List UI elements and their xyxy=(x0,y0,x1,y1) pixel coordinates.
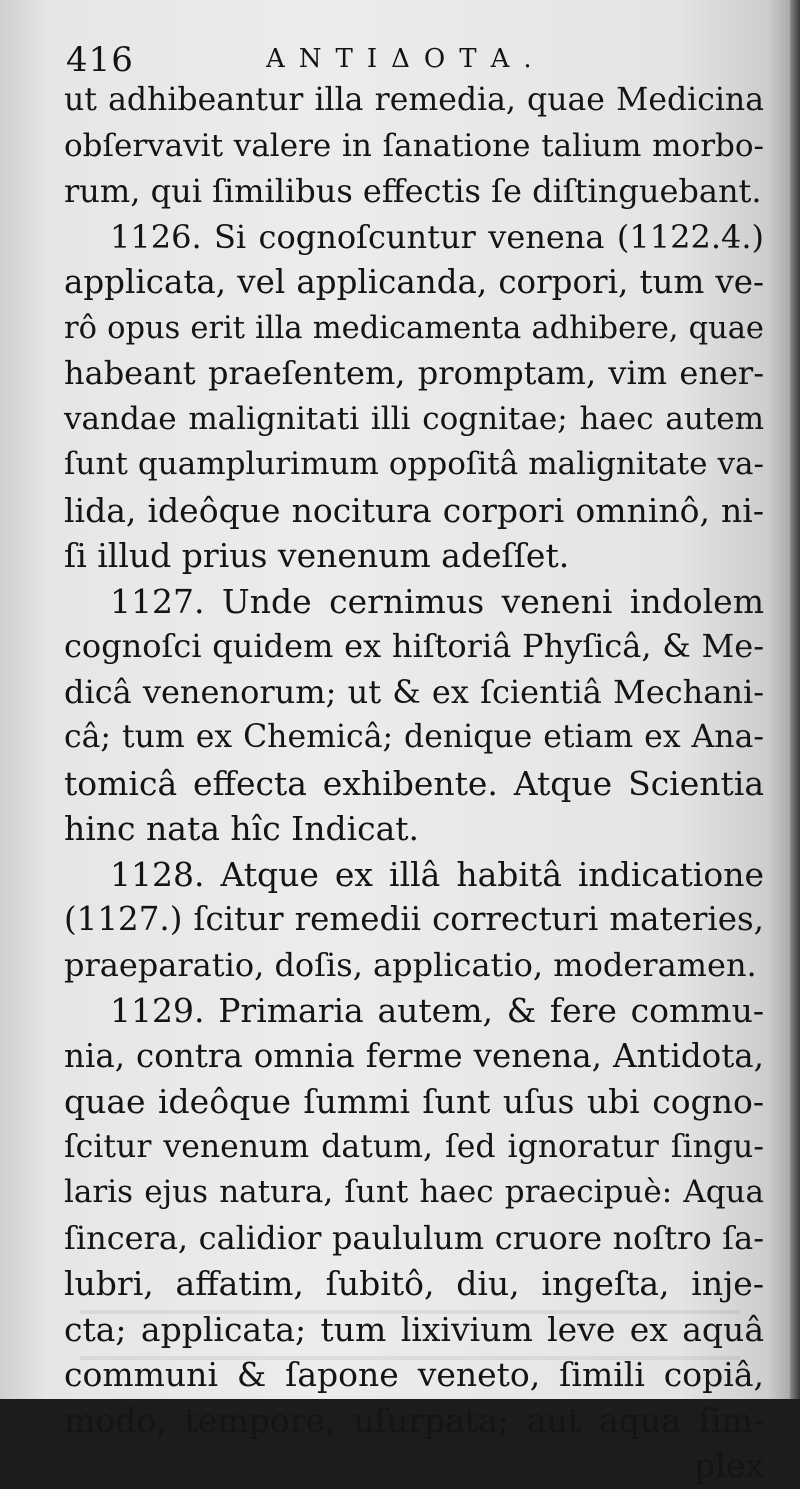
paragraph-1127-start: 1127. Unde cernimus veneni indolem xyxy=(110,581,764,621)
text-line: cta; applicata; tum lixivium leve ex aquâ xyxy=(64,1309,764,1349)
text-line: laris ejus natura, ſunt haec praecipuè: Aqua xyxy=(64,1174,764,1210)
text-line: vandae malignitati illi cognitae; haec autem xyxy=(64,400,764,437)
running-title: ANTIΔΟΤΑ. xyxy=(266,44,546,74)
text-line: rum, qui ſimilibus effectis ſe diſtinguebant. xyxy=(64,172,762,210)
text-line: hinc nata hîc Indicat. xyxy=(64,809,420,848)
text-line: obſervavit valere in ſanatione talium morbo- xyxy=(64,127,764,164)
text-line: (1127.) ſcitur remedii correcturi materies, xyxy=(64,900,764,938)
text-line: rô opus erit illa medicamenta adhibere, quae xyxy=(64,310,764,346)
text-line: habeant praeſentem, promptam, vim ener- xyxy=(64,354,764,392)
paragraph-1126-start: 1126. Si cognoſcuntur venena (1122.4.) xyxy=(110,217,764,256)
text-line: dicâ venenorum; ut & ex ſcientiâ Mechani- xyxy=(64,672,764,711)
text-line: communi & ſapone veneto, ſimili copiâ, xyxy=(64,1355,764,1394)
text-line: lida, ideôque nocitura corpori omninô, ni- xyxy=(64,490,764,530)
text-line: câ; tum ex Chemicâ; denique etiam ex Ana- xyxy=(64,719,764,755)
page-number: 416 xyxy=(66,40,134,80)
text-line: cognoſci quidem ex hiſtoriâ Phyſicâ, & Me- xyxy=(64,627,764,665)
body-text xyxy=(64,78,764,1489)
catchword: plex xyxy=(694,1446,764,1485)
text-line: ſi illud prius venenum adeſſet. xyxy=(64,536,570,575)
paragraph-1128-start: 1128. Atque ex illâ habitâ indicatione xyxy=(110,854,764,894)
text-line: tomicâ effecta exhibente. Atque Scientia xyxy=(64,763,764,803)
text-line: nia, contra omnia ferme venena, Antidota, xyxy=(64,1036,764,1075)
text-line: modo, tempore, uſurpata; aut aqua ſim- xyxy=(64,1400,764,1440)
text-line: ſunt quamplurimum oppoſitâ malignitate va- xyxy=(64,446,764,482)
paragraph-1129-start: 1129. Primaria autem, & fere commu- xyxy=(110,991,764,1030)
text-line: lubri, affatim, ſubitô, diu, ingeſta, inje- xyxy=(64,1264,764,1303)
text-line: ſincera, calidior paululum cruore noſtro ſa- xyxy=(64,1218,764,1257)
text-line: quae ideôque ſummi ſunt uſus ubi cogno- xyxy=(64,1082,764,1121)
text-line: ut adhibeantur illa remedia, quae Medicina xyxy=(64,82,764,118)
page-edge-shadow xyxy=(790,0,800,1399)
text-line: ſcitur venenum datum, ſed ignoratur ſingu- xyxy=(64,1128,764,1165)
text-line: praeparatio, doſis, applicatio, moderamen. xyxy=(64,945,757,984)
text-line: applicata, vel applicanda, corpori, tum ve- xyxy=(64,263,764,301)
